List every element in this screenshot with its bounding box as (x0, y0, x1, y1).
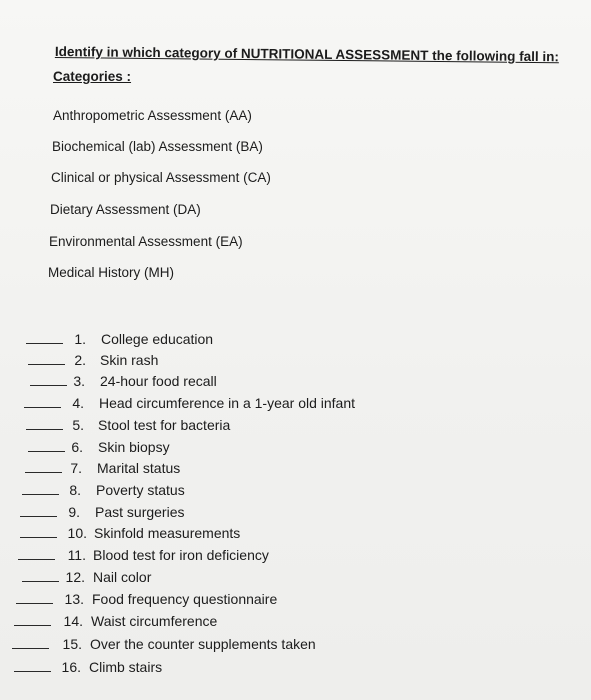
item-number: 3. (73, 373, 85, 389)
item-number: 9. (68, 504, 80, 520)
item-text: Food frequency questionnaire (92, 591, 278, 607)
category-biochemical: Biochemical (lab) Assessment (BA) (52, 139, 263, 154)
list-item (0, 636, 591, 656)
item-number: 8. (69, 482, 81, 498)
answer-blank[interactable] (30, 385, 67, 386)
answer-blank[interactable] (28, 364, 65, 365)
item-text: College education (101, 331, 214, 347)
item-text: 24-hour food recall (100, 373, 217, 389)
item-number: 14. (63, 613, 83, 629)
item-text: Past surgeries (95, 504, 185, 520)
answer-blank[interactable] (12, 648, 49, 649)
answer-blank[interactable] (20, 516, 57, 517)
item-number: 12. (65, 569, 85, 585)
list-item (0, 373, 591, 393)
list-item (0, 525, 591, 545)
list-item (0, 659, 591, 679)
item-text: Nail color (93, 569, 152, 585)
item-number: 1. (74, 331, 86, 347)
category-anthropometric: Anthropometric Assessment (AA) (53, 108, 252, 123)
list-item (0, 569, 591, 589)
answer-blank[interactable] (18, 559, 55, 560)
list-item (0, 591, 591, 611)
item-number: 2. (74, 352, 86, 368)
list-item (0, 331, 591, 351)
item-text: Skinfold measurements (94, 525, 241, 541)
category-environmental: Environmental Assessment (EA) (49, 234, 243, 249)
list-item (0, 439, 591, 459)
item-text: Head circumference in a 1-year old infant (99, 395, 356, 411)
item-number: 16. (61, 659, 81, 675)
answer-blank[interactable] (28, 451, 65, 452)
item-number: 7. (70, 460, 82, 476)
answer-blank[interactable] (26, 429, 63, 430)
list-item (0, 613, 591, 633)
answer-blank[interactable] (22, 581, 59, 582)
answer-blank[interactable] (26, 343, 63, 344)
list-item (0, 482, 591, 502)
item-text: Blood test for iron deficiency (93, 547, 269, 563)
answer-blank[interactable] (25, 472, 62, 473)
answer-blank[interactable] (22, 494, 59, 495)
item-number: 4. (72, 395, 84, 411)
item-text: Stool test for bacteria (98, 417, 231, 433)
answer-blank[interactable] (24, 407, 61, 408)
category-medical-history: Medical History (MH) (48, 265, 175, 280)
list-item (0, 460, 591, 480)
item-number: 5. (72, 417, 84, 433)
list-item (0, 352, 591, 372)
instruction-heading: Identify in which category of NUTRITIONAL ASSESSMENT the following fall in: (54, 44, 559, 65)
item-text: Skin rash (100, 352, 159, 368)
item-text: Over the counter supplements taken (90, 636, 316, 652)
item-text: Poverty status (96, 482, 185, 498)
category-clinical: Clinical or physical Assessment (CA) (51, 170, 271, 185)
list-item (0, 395, 591, 415)
list-item (0, 547, 591, 567)
answer-blank[interactable] (14, 625, 51, 626)
item-number: 15. (62, 636, 82, 652)
answer-blank[interactable] (20, 537, 57, 538)
item-number: 13. (64, 591, 84, 607)
list-item (0, 504, 591, 524)
category-dietary: Dietary Assessment (DA) (50, 202, 201, 217)
item-text: Skin biopsy (98, 439, 170, 455)
answer-blank[interactable] (14, 671, 51, 672)
item-text: Waist circumference (91, 613, 218, 629)
item-number: 6. (71, 439, 83, 455)
list-item (0, 417, 591, 437)
item-number: 10. (67, 525, 87, 541)
item-text: Climb stairs (89, 659, 163, 675)
categories-heading: Categories : (53, 69, 132, 84)
item-text: Marital status (97, 460, 181, 476)
item-number: 11. (67, 547, 86, 563)
answer-blank[interactable] (16, 603, 53, 604)
